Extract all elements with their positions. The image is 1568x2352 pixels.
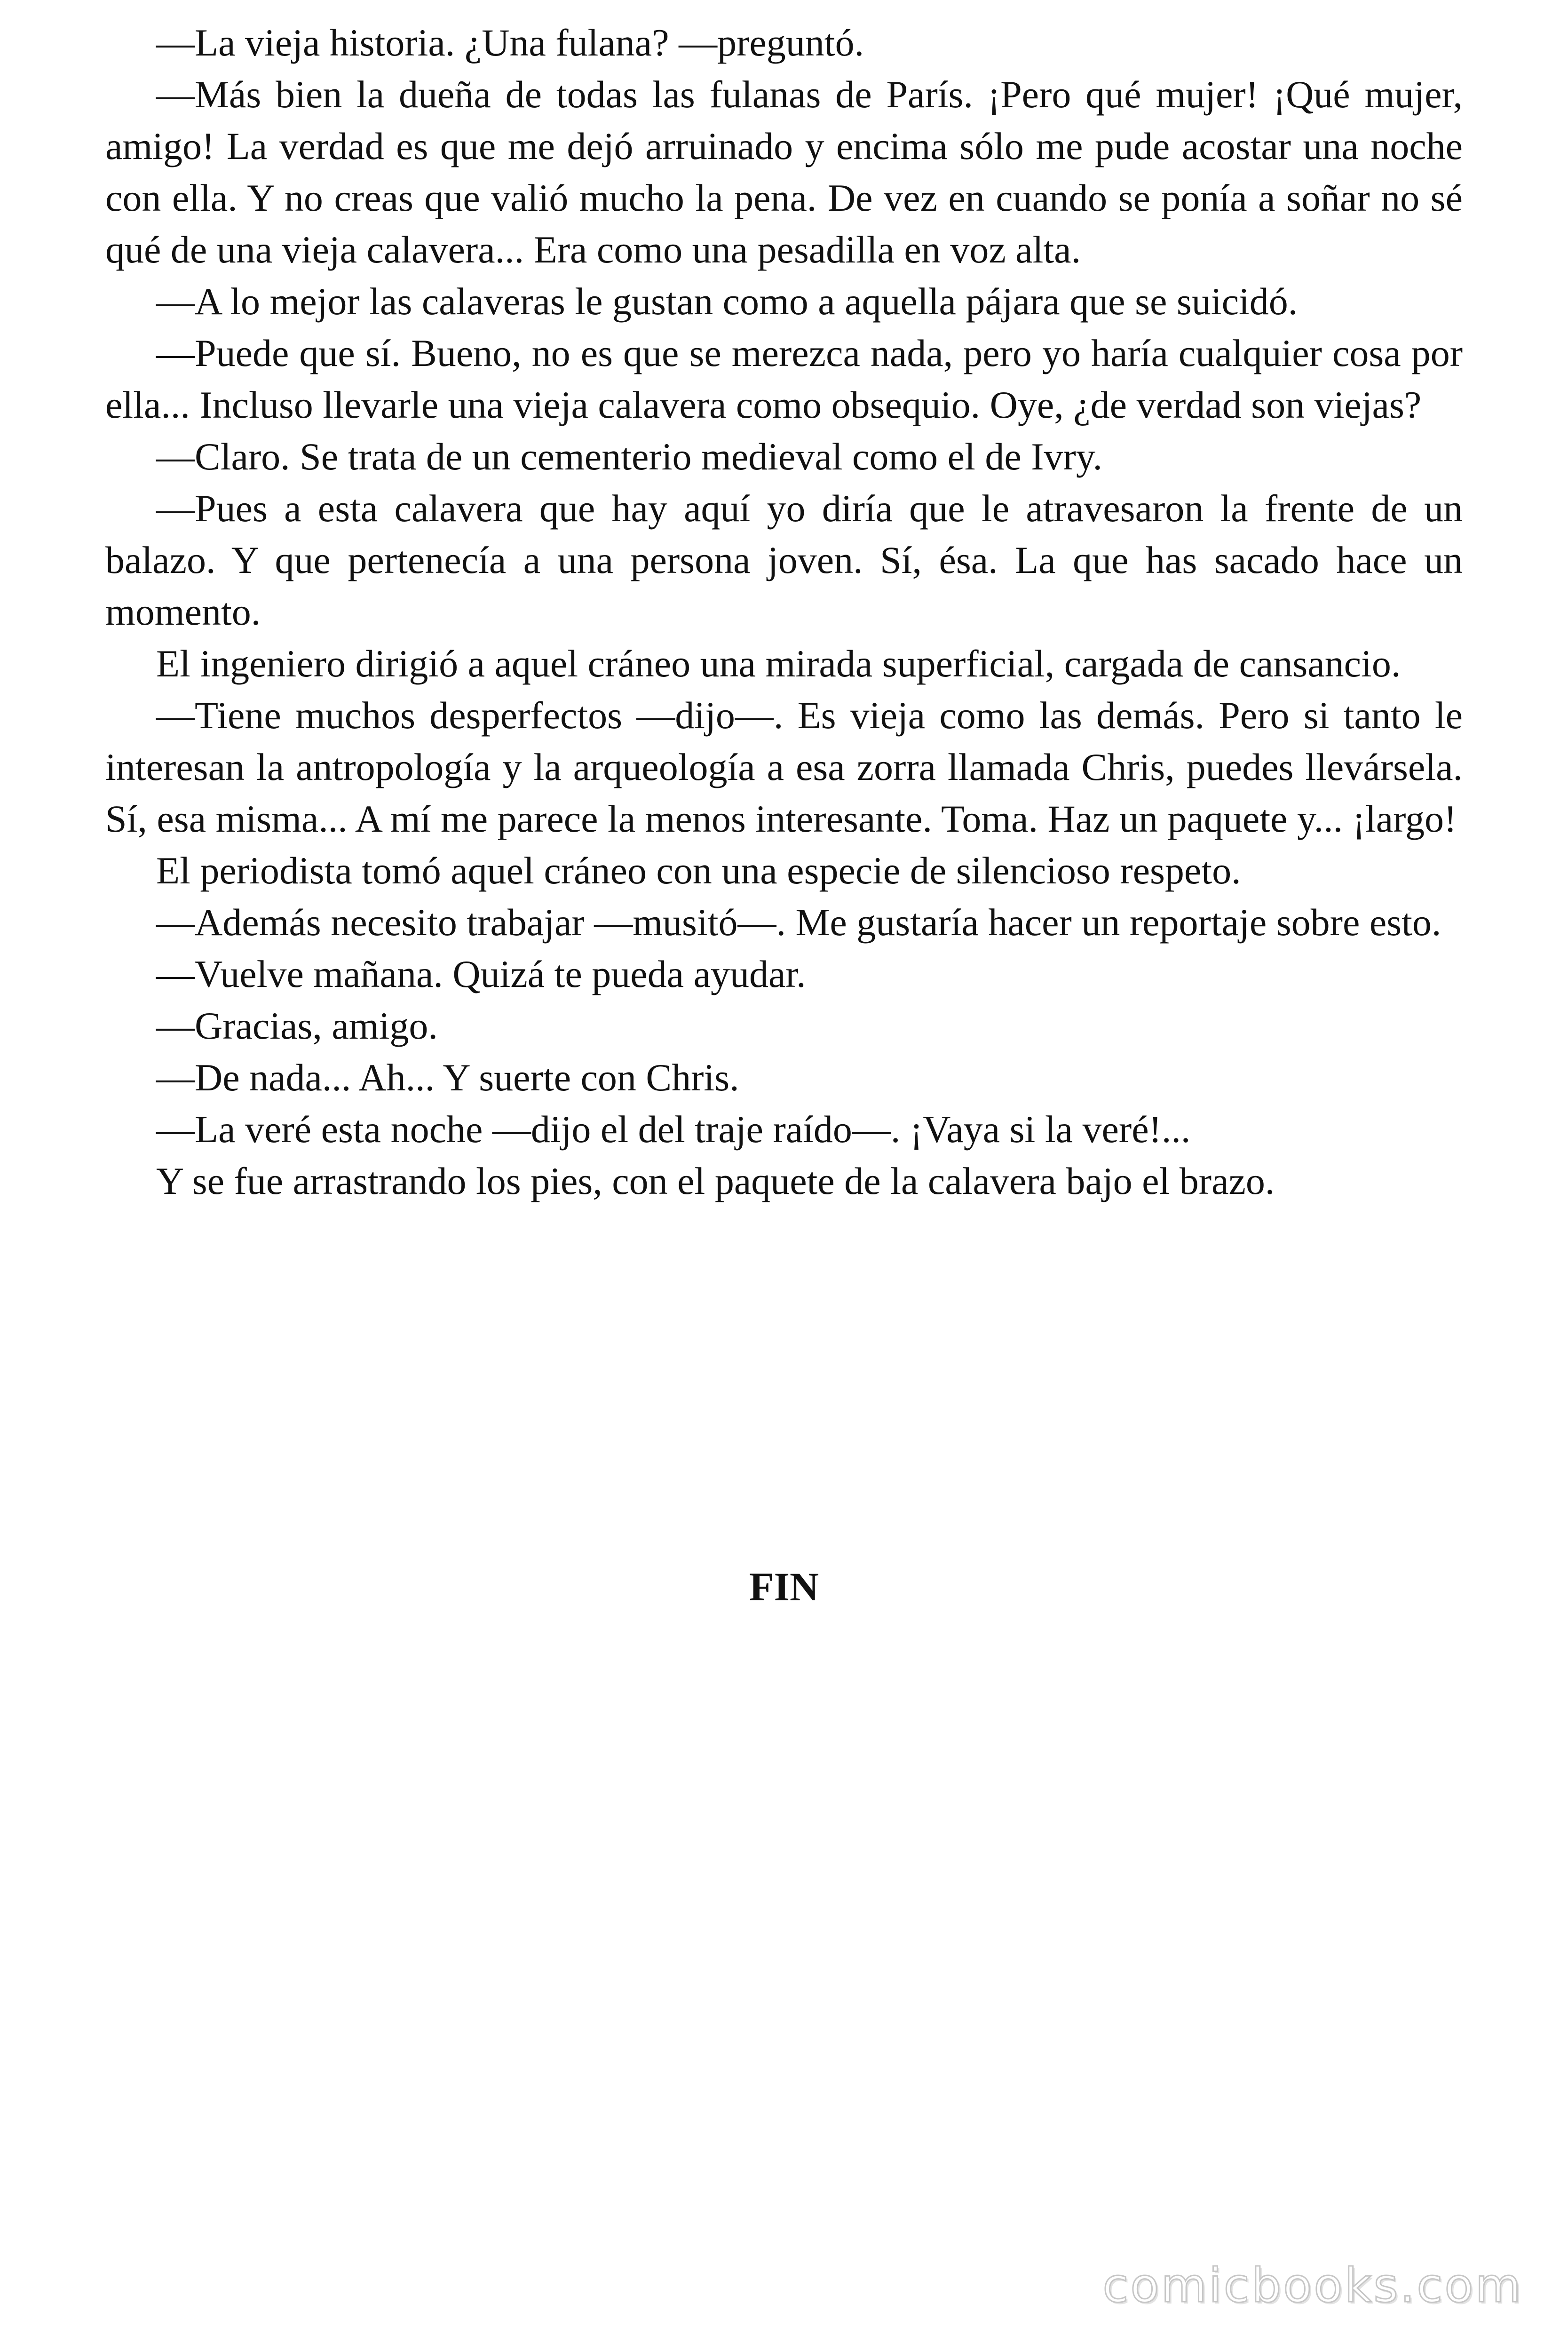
site-watermark: comicbooks.com xyxy=(1102,2258,1523,2313)
paragraph-dialogue: —La veré esta noche —dijo el del traje raído—. ¡Vaya si la veré!... xyxy=(156,1108,1191,1151)
paragraph-dialogue: —Puede que sí. Bueno, no es que se merezca nada, pero yo haría cualquier cosa por ella... Incluso llevarle una vieja calavera como obsequio. Oye, ¿de verdad son viejas? xyxy=(105,332,1463,426)
story-text-body xyxy=(105,17,1463,1207)
paragraph-dialogue: —Además necesito trabajar —musitó—. Me gustaría hacer un reportaje sobre esto. xyxy=(156,901,1441,944)
paragraph-dialogue: —Más bien la dueña de todas las fulanas de París. ¡Pero qué mujer! ¡Qué mujer, amigo! La verdad es que me dejó arruinado y encima sólo me pude acostar una noche con ella. Y no creas que valió mucho la pena. De vez en cuando se ponía a soñar no sé qué de una vieja calavera... Era como una pesadilla en voz alta. xyxy=(105,73,1463,271)
paragraph-dialogue: —Gracias, amigo. xyxy=(156,1004,438,1047)
paragraph-narration: El periodista tomó aquel cráneo con una especie de silencioso respeto. xyxy=(156,849,1241,892)
paragraph-dialogue: —De nada... Ah... Y suerte con Chris. xyxy=(156,1056,739,1099)
paragraph-dialogue: —A lo mejor las calaveras le gustan como a aquella pájara que se suicidó. xyxy=(156,280,1298,323)
paragraph-narration: El ingeniero dirigió a aquel cráneo una mirada superficial, cargada de cansancio. xyxy=(156,642,1401,685)
paragraph-dialogue: —Vuelve mañana. Quizá te pueda ayudar. xyxy=(156,953,806,995)
paragraph-dialogue: —La vieja historia. ¿Una fulana? —preguntó. xyxy=(156,21,864,64)
paragraph-dialogue: —Claro. Se trata de un cementerio medieval como el de Ivry. xyxy=(156,435,1103,478)
ending-heading: FIN xyxy=(749,1564,819,1609)
paragraph-narration: Y se fue arrastrando los pies, con el paquete de la calavera bajo el brazo. xyxy=(156,1160,1275,1202)
paragraph-dialogue: —Pues a esta calavera que hay aquí yo diría que le atravesaron la frente de un balazo. Y que pertenecía a una persona joven. Sí, ésa. La que has sacado hace un momento. xyxy=(105,487,1463,633)
paragraph-dialogue: —Tiene muchos desperfectos —dijo—. Es vieja como las demás. Pero si tanto le interesan la antropología y la arqueología a esa zorra llamada Chris, puedes llevársela. Sí, esa misma... A mí me parece la menos interesante. Toma. Haz un paquete y... ¡largo! xyxy=(105,694,1463,840)
